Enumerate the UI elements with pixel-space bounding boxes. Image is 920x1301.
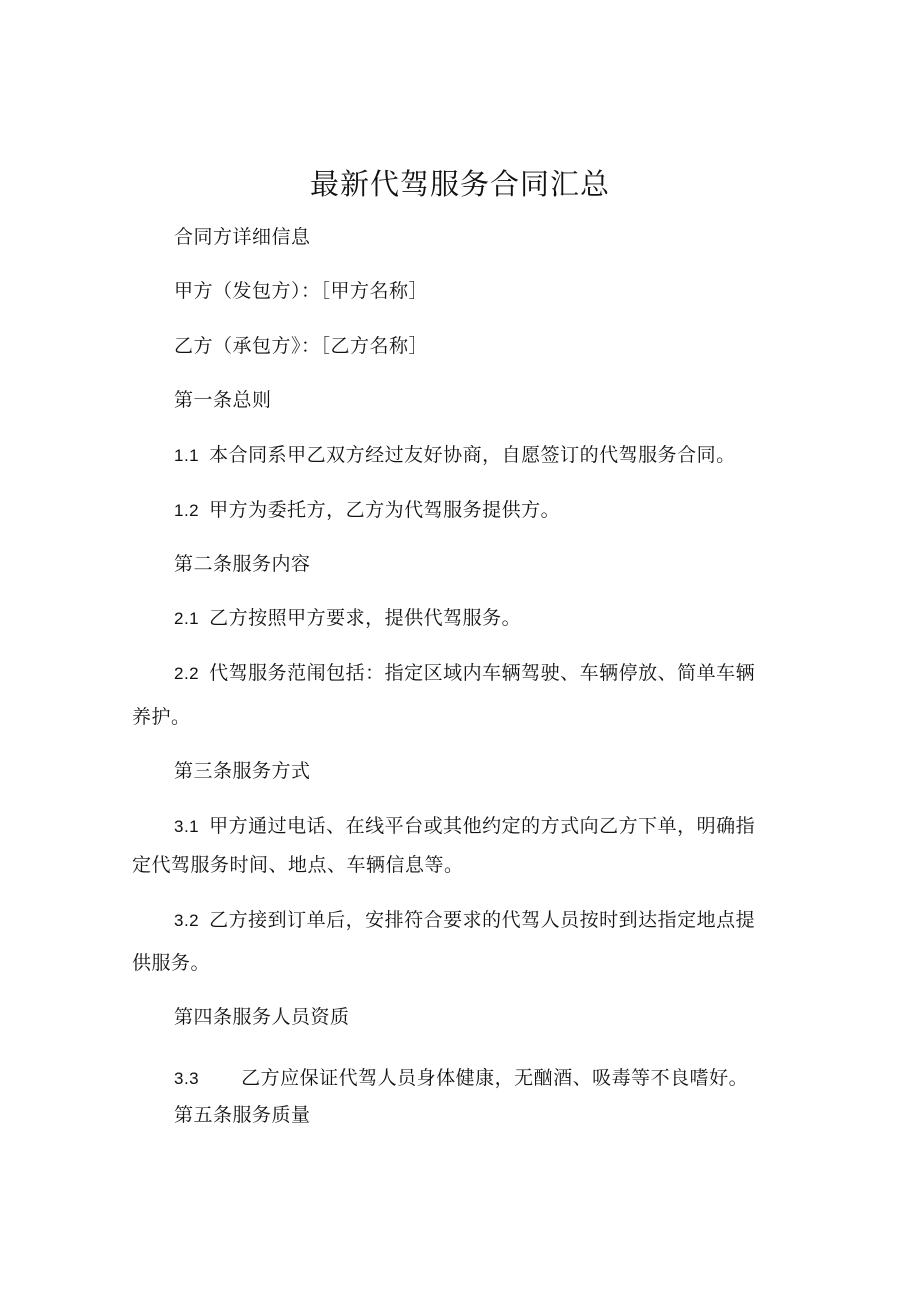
clause-3-1-continued: 定代驾服务时间、地点、车辆信息等。 [132, 854, 464, 876]
clause-3-3 [174, 1063, 748, 1094]
clause-number: 3.2 [174, 911, 200, 930]
clause-number: 1.1 [174, 446, 200, 465]
clause-text: 甲方为委托方，乙方为代驾服务提供方。 [209, 499, 561, 521]
clause-2-2-continued: 养护。 [132, 706, 191, 728]
section-3-heading: 第三条服务方式 [174, 760, 311, 782]
section-2-heading: 第二条服务内容 [174, 553, 311, 575]
section-4-heading: 第四条服务人员资质 [174, 1006, 350, 1028]
clause-number: 3.1 [174, 817, 200, 836]
clause-3-2 [174, 905, 755, 936]
section-5-heading: 第五条服务质量 [174, 1104, 311, 1126]
clause-text: 本合同系甲乙双方经过友好协商，自愿签订的代驾服务合同。 [209, 444, 736, 466]
party-a-line: 甲方（发包方）：［甲方名称］ [174, 280, 429, 302]
clause-number: 1.2 [174, 501, 200, 520]
clause-text: 乙方应保证代驾人员身体健康，无酗酒、吸毒等不良嗜好。 [241, 1067, 749, 1089]
clause-text: 甲方通过电话、在线平台或其他约定的方式向乙方下单，明确指 [209, 815, 756, 837]
document-title: 最新代驾服务合同汇总 [309, 167, 610, 201]
clause-number: 2.1 [174, 609, 200, 628]
clause-text: 乙方按照甲方要求，提供代驾服务。 [209, 607, 522, 629]
clause-text: 代驾服务范闱包括：指定区域内车辆驾驶、车辆停放、简单车辆 [209, 662, 756, 684]
clause-1-1 [174, 440, 736, 471]
clause-3-2-continued: 供服务。 [132, 952, 211, 974]
section-1-heading: 第一条总则 [174, 389, 272, 411]
parties-heading: 合同方详细信息 [174, 226, 311, 248]
clause-3-1 [174, 811, 755, 842]
clause-number: 2.2 [174, 664, 200, 683]
clause-2-1 [174, 603, 521, 634]
clause-number: 3.3 [174, 1069, 200, 1088]
clause-text: 乙方接到订单后，安排符合要求的代驾人员按时到达指定地点提 [209, 909, 756, 931]
clause-2-2 [174, 658, 755, 689]
party-b-line: 乙方（承包方》：［乙方名称］ [174, 335, 429, 357]
clause-1-2 [174, 495, 560, 526]
